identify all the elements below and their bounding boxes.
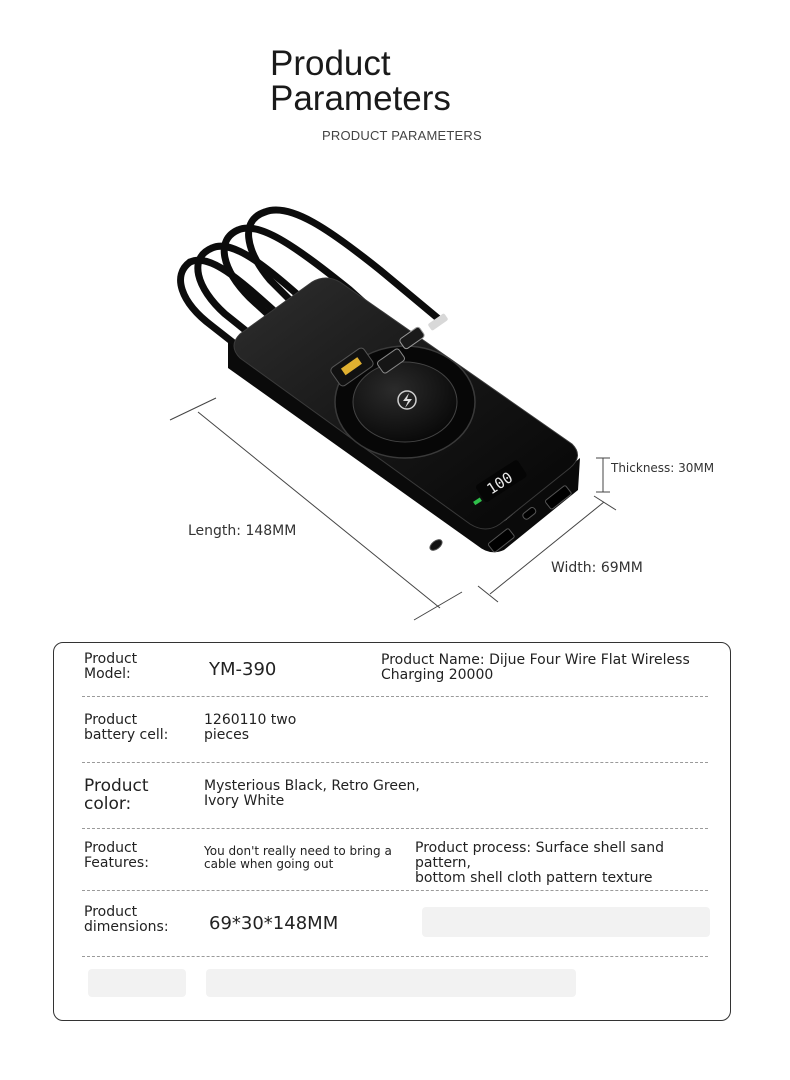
table-row-dimensions (82, 891, 708, 957)
blurred-value (206, 969, 576, 997)
row-label: Product Features: (84, 840, 149, 871)
row-extra: Product process: Surface shell sand pattern, bottom shell cloth pattern texture (415, 840, 664, 886)
thickness-label: Thickness: 30MM (611, 461, 715, 475)
row-value: YM-390 (209, 659, 277, 680)
row-value: 69*30*148MM (209, 913, 339, 934)
row-label: Product color: (84, 776, 149, 814)
table-row-model (82, 649, 708, 697)
power-button (428, 538, 444, 553)
page-subtitle: PRODUCT PARAMETERS (322, 128, 482, 143)
length-label: Length: 148MM (188, 523, 297, 539)
row-label: Product battery cell: (84, 712, 169, 743)
wireless-pad-inner (353, 362, 457, 442)
row-label: Product Model: (84, 651, 138, 682)
thickness-dimension-line (596, 458, 610, 492)
table-row-features (82, 829, 708, 891)
table-row-battery-cell (82, 697, 708, 763)
row-extra: Product Name: Dijue Four Wire Flat Wireless Charging 20000 (381, 652, 690, 683)
row-value: Mysterious Black, Retro Green, Ivory White (204, 778, 420, 809)
table-row-blurred (82, 957, 708, 1007)
row-value: 1260110 two pieces (204, 712, 297, 743)
title-line-2: Parameters (270, 79, 451, 118)
page-title (270, 46, 451, 116)
parameters-table (53, 642, 731, 1021)
product-figure (0, 190, 790, 640)
blurred-area (422, 907, 710, 937)
blurred-label (88, 969, 186, 997)
led-display-reading: 100 (483, 468, 517, 499)
power-bank-illustration (0, 190, 790, 640)
row-value: You don't really need to bring a cable when going out (204, 844, 392, 871)
title-line-1: Product (270, 44, 391, 83)
row-label: Product dimensions: (84, 904, 169, 935)
width-label: Width: 69MM (551, 560, 643, 576)
table-row-color (82, 763, 708, 829)
